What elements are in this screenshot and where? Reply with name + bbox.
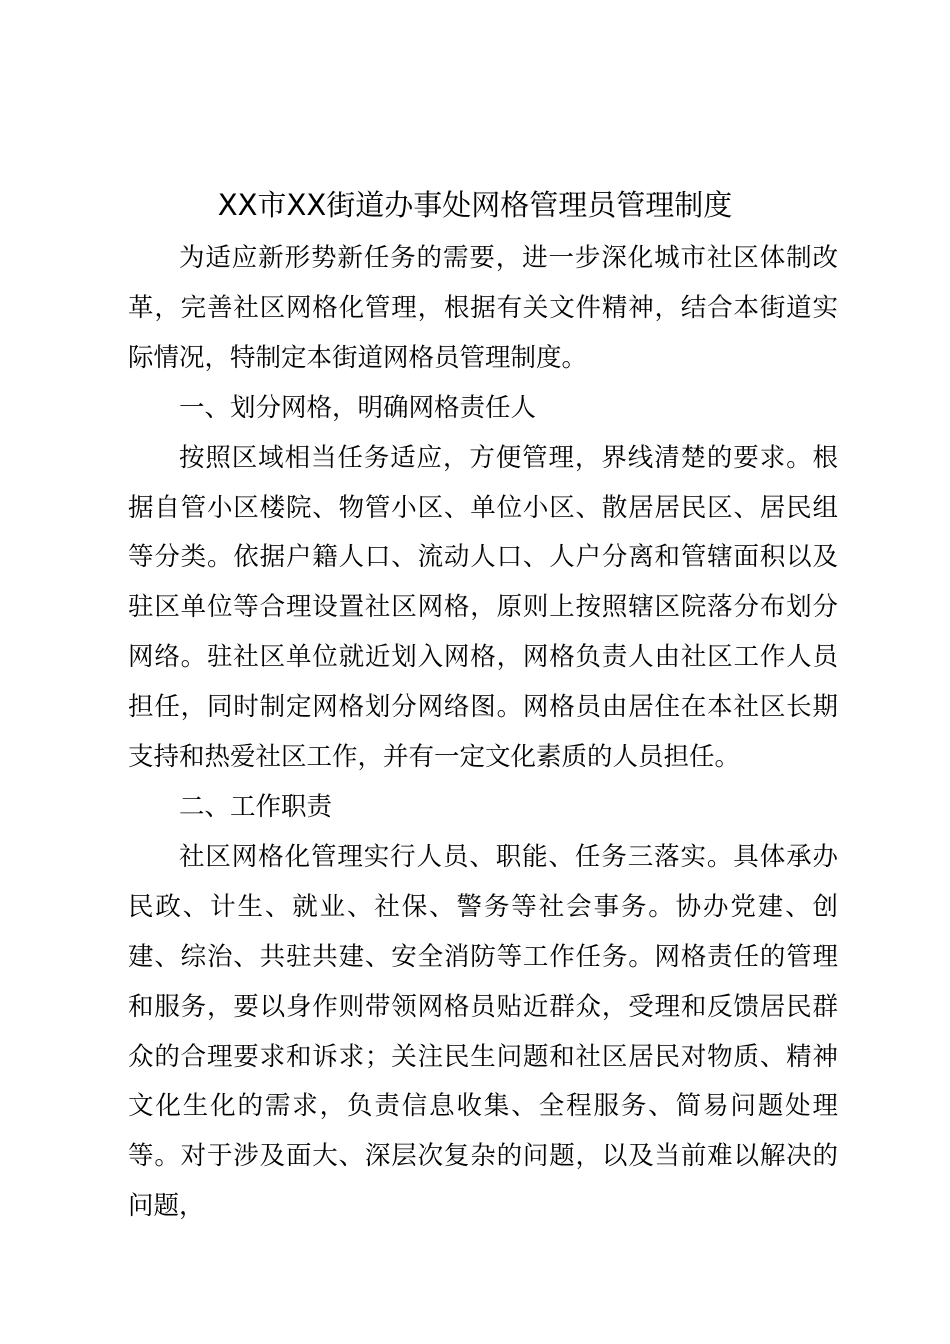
section-body-2: 社区网格化管理实行人员、职能、任务三落实。具体承办民政、计生、就业、社保、警务等社会事务。协办党建、创建、综治、共驻共建、安全消防等工作任务。网格责任的管理和服务，要以身作则带领网格员贴近群众，受理和反馈居民群众的合理要求和诉求；关注民生问题和社区居民对物质、精神文化生化的需求，负责信息收集、全程服务、简易问题处理等。对于涉及面大、深层次复杂的问题，以及当前难以解决的问题， bbox=[128, 841, 838, 1222]
section-body-1: 按照区域相当任务适应，方便管理，界线清楚的要求。根据自管小区楼院、物管小区、单位小区、散居居民区、居民组等分类。依据户籍人口、流动人口、人户分离和管辖面积以及驻区单位等合理设置社区网格，原则上按照辖区院落分布划分网络。驻社区单位就近划入网格，网格负责人由社区工作人员担任，同时制定网格划分网络图。网格员由居住在本社区长期支持和热爱社区工作，并有一定文化素质的人员担任。 bbox=[128, 442, 838, 773]
section-heading-2: 二、工作职责 bbox=[179, 791, 333, 822]
document-body bbox=[128, 234, 838, 1232]
intro-paragraph: 为适应新形势新任务的需要，进一步深化城市社区体制改革，完善社区网格化管理，根据有关文件精神，结合本街道实际情况，特制定本街道网格员管理制度。 bbox=[128, 243, 838, 373]
document-title: XX市XX街道办事处网格管理员管理制度 bbox=[217, 188, 733, 222]
section-heading-1: 一、划分网格，明确网格责任人 bbox=[179, 392, 537, 423]
